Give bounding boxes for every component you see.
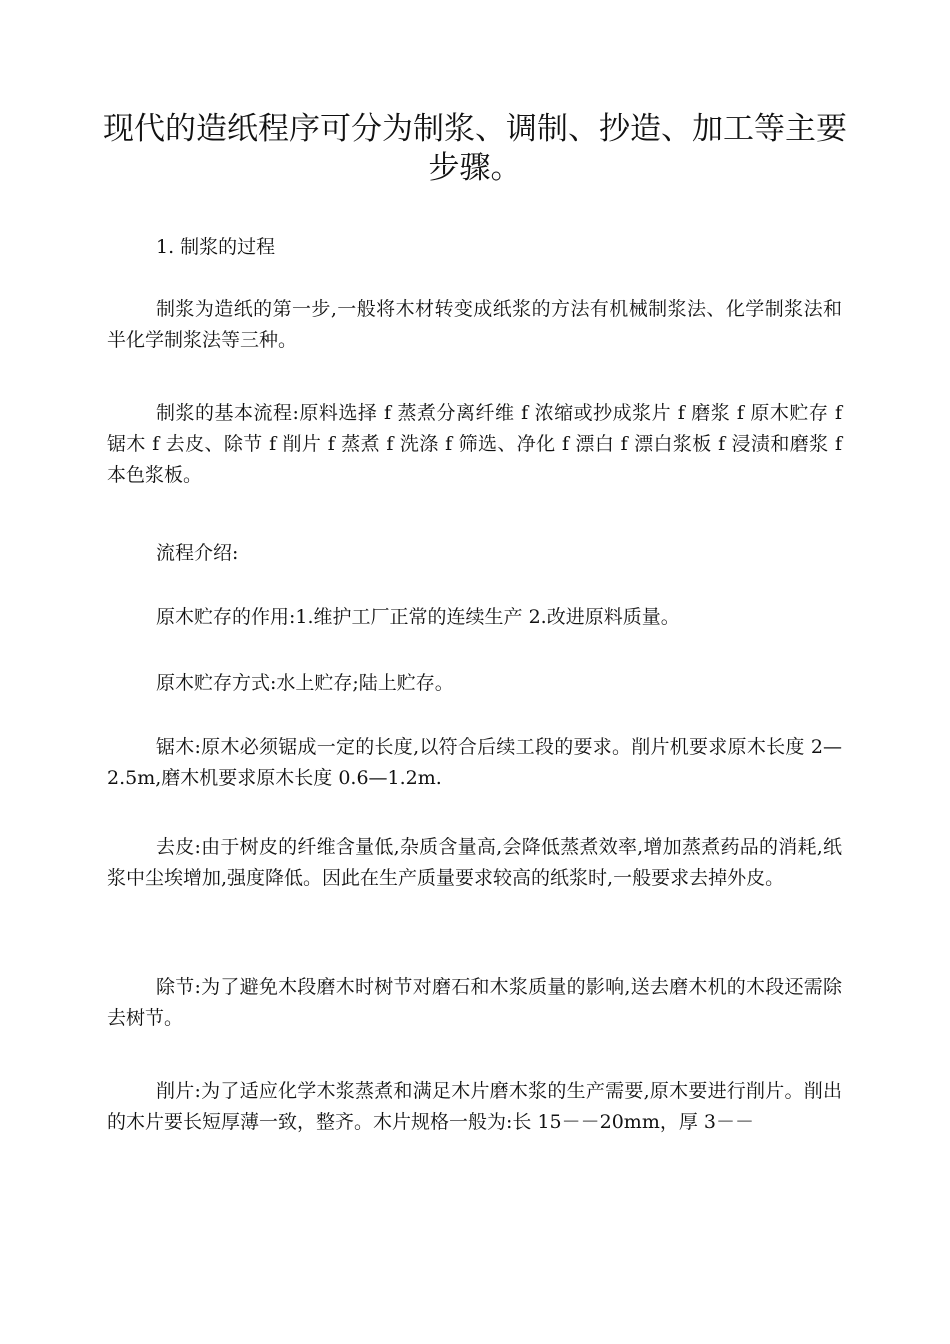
section-heading-pulping-process: 1. 制浆的过程 xyxy=(156,236,276,258)
paragraph-chipping: 削片:为了适应化学木浆蒸煮和满足木片磨木浆的生产需要,原木要进行削片。削出的木片要长短厚薄一致，整齐。木片规格一般为:长 15－－20mm，厚 3－－ xyxy=(107,1080,842,1133)
paragraph-debarking: 去皮:由于树皮的纤维含量低,杂质含量高,会降低蒸煮效率,增加蒸煮药品的消耗,纸浆中尘埃增加,强度降低。因此在生产质量要求较高的纸浆时,一般要求去掉外皮。 xyxy=(107,836,842,889)
paragraph-log-storage-purpose: 原木贮存的作用:1.维护工厂正常的连续生产 2.改进原料质量。 xyxy=(156,606,680,628)
paragraph-pulping-methods: 制浆为造纸的第一步,一般将木材转变成纸浆的方法有机械制浆法、化学制浆法和半化学制浆法等三种。 xyxy=(107,298,842,351)
document-title: 现代的造纸程序可分为制浆、调制、抄造、加工等主要步骤。 xyxy=(103,111,847,186)
paragraph-log-storage-methods: 原木贮存方式:水上贮存;陆上贮存。 xyxy=(156,672,454,694)
paragraph-basic-flow: 制浆的基本流程:原料选择 f 蒸煮分离纤维 f 浓缩或抄成浆片 f 磨浆 f 原木贮存 f 锯木 f 去皮、除节 f 削片 f 蒸煮 f 洗涤 f 筛选、净化 f 漂白 f 漂白浆板 f 浸渍和磨浆 f 本色浆板。 xyxy=(107,402,842,486)
paragraph-flow-intro: 流程介绍: xyxy=(156,542,239,564)
paragraph-sawing: 锯木:原木必须锯成一定的长度,以符合后续工段的要求。削片机要求原木长度 2—2.5m,磨木机要求原木长度 0.6—1.2m. xyxy=(107,736,842,789)
paragraph-knot-removal: 除节:为了避免木段磨木时树节对磨石和木浆质量的影响,送去磨木机的木段还需除去树节。 xyxy=(107,976,842,1029)
